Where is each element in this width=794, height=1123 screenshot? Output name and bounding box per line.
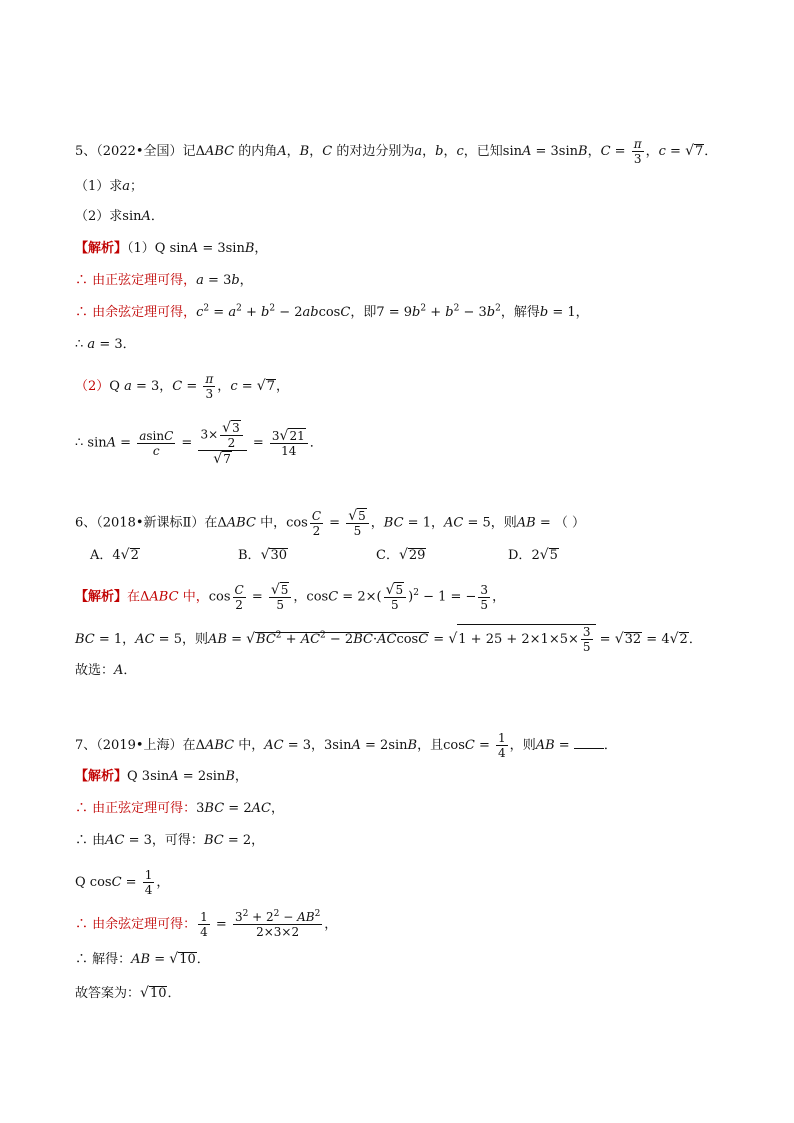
q6-solution-line1: 【解析】在ΔABC 中，cos $\frac{C}{2}$ = $\frac{√5}{5}$ ，cosC = 2×( $\frac{√5}{5}$ )$^2$ − 1 = − $\frac{3}{5}$ ， — [75, 582, 506, 612]
q5-part1: （1）求a； — [75, 179, 144, 194]
q5-stem: 5、（2022•全国）记ΔABC 的内角A，B，C 的对边分别为a，b，c，已知sinA = 3sinB，C = $\frac{\pi}{3}$ ，c = √7． — [75, 137, 718, 166]
q7-solution-line1: 【解析】Q 3sinA = 2sinB， — [75, 769, 248, 784]
q5-solution-line4: ∴ a = 3． — [75, 337, 136, 352]
q5-number: 5、 — [75, 144, 97, 159]
q6-solution-tag: 【解析】 — [75, 589, 128, 605]
q6-option-c: C．√29 — [376, 547, 426, 563]
q5-solution-line5: （2）Q a = 3，C = $\frac{\pi}{3}$ ，c = √7， — [75, 372, 289, 401]
q5-solution-tag: 【解析】 — [75, 241, 128, 256]
q6-stem: 6、（2018•新课标Ⅱ）在ΔABC 中，cos $\frac{C}{2}$ = $\frac{√5}{5}$ ，BC = 1，AC = 5，则AB = （ ） — [75, 508, 586, 538]
q7-solution-line5: ∴ 由余弦定理可得： $\frac{1}{4}$ = $\frac{3^2 + 2^2 - AB^2}{2\times 3\times 2}$ ， — [75, 909, 338, 939]
q7-stem: 7、（2019•上海）在ΔABC 中，AC = 3，3sinA = 2sinB，且cosC = $\frac{1}{4}$ ，则AB = ． — [75, 731, 617, 760]
q5-source: （2022•全国） — [96, 144, 183, 159]
q6-option-b: B．√30 — [238, 547, 288, 563]
q7-answer-blank — [574, 736, 604, 749]
q7-answer: 故答案为：√10． — [75, 985, 181, 1001]
q6-options — [90, 546, 730, 565]
q6-number: 6、 — [75, 515, 97, 531]
q7-solution-line2: ∴ 由正弦定理可得：3BC = 2AC， — [75, 801, 284, 816]
q5-solution-line2: ∴ 由正弦定理可得，a = 3b， — [75, 273, 253, 288]
q7-number: 7、 — [75, 738, 97, 753]
q6-solution-line2: BC = 1，AC = 5，则AB = $√BC^2 + AC^2 - 2BC\cdot ACcosC = √1 + 25 + 2\times 1\times 5\times$ $\frac{3}{5}$ = √32 = 4√2． — [75, 625, 702, 654]
q6-option-d: D．2√5 — [508, 547, 558, 563]
q7-solution-line6: ∴ 解得：AB = √10． — [75, 951, 210, 967]
q5-solution-line3: ∴ 由余弦定理可得，$c^2 = a^2 + b^2 - 2abcosC$，即$7 = 9b^2 + b^2 - 3b^2$，解得b = 1， — [75, 303, 589, 320]
q7-solution-line4: Q cosC = $\frac{1}{4}$ ， — [75, 868, 170, 897]
q6-source: （2018•新课标Ⅱ） — [96, 515, 205, 531]
q7-solution-line3: ∴ 由AC = 3，可得：BC = 2， — [75, 833, 265, 848]
q5-solution-line6: ∴ sinA = $\frac{asinC}{c}$ = 3× $\frac{√3}{2}$ √7 = $\frac{3√21}{14}$ ． — [75, 420, 323, 467]
q5-solution-line1: 【解析】（1）Q sinA = 3sinB， — [75, 241, 268, 256]
q5-part2: （2）求sinA． — [75, 209, 164, 224]
q7-source: （2019•上海） — [96, 738, 183, 753]
q6-answer: 故选：A． — [75, 663, 137, 678]
q6-answer-value: A — [114, 663, 124, 678]
q6-option-a: A．4√2 — [90, 547, 139, 563]
q7-solution-tag: 【解析】 — [75, 769, 128, 784]
